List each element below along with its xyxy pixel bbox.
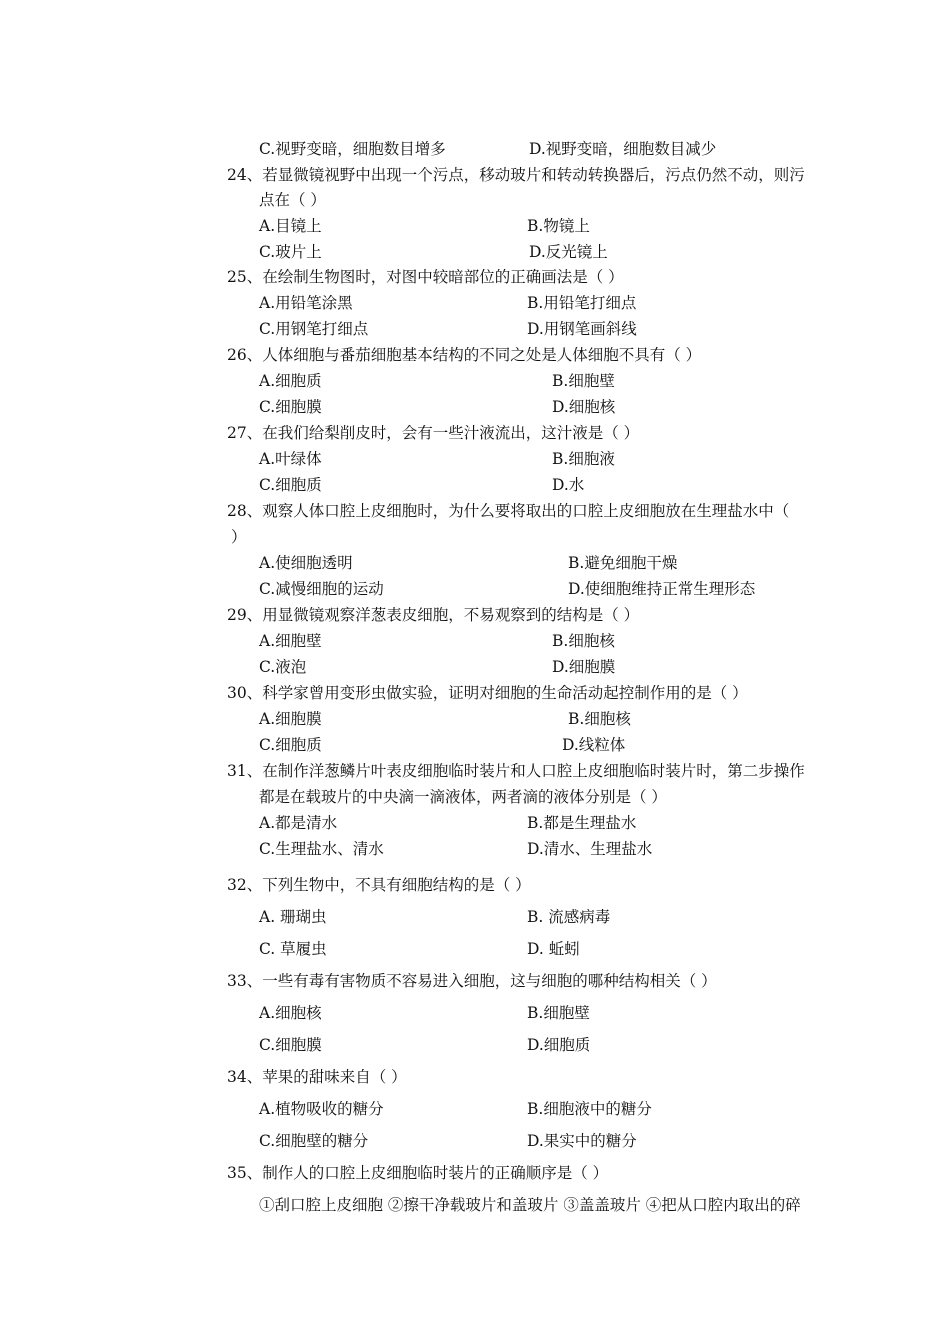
q30-option-a: A.细胞膜	[259, 710, 322, 728]
q24-option-b: B.物镜上	[527, 217, 590, 235]
q31-option-b: B.都是生理盐水	[527, 814, 637, 832]
q28-option-d: D.使细胞维持正常生理形态	[568, 580, 756, 598]
q31-option-a: A.都是清水	[259, 814, 338, 832]
q31-option-c: C.生理盐水、清水	[259, 840, 384, 858]
q32-option-d: D. 蚯蚓	[527, 940, 580, 958]
q32-stem: 32、下列生物中，不具有细胞结构的是（ ）	[227, 876, 531, 894]
q34-stem: 34、苹果的甜味来自（ ）	[227, 1068, 407, 1086]
q32-option-a: A. 珊瑚虫	[259, 908, 327, 926]
q35-steps: ①刮口腔上皮细胞 ②擦干净载玻片和盖玻片 ③盖盖玻片 ④把从口腔内取出的碎	[259, 1196, 801, 1214]
q29-option-b: B.细胞核	[552, 632, 615, 650]
q31-option-d: D.清水、生理盐水	[527, 840, 653, 858]
q26-option-d: D.细胞核	[552, 398, 616, 416]
q26-option-b: B.细胞壁	[552, 372, 615, 390]
q25-option-c: C.用钢笔打细点	[259, 320, 369, 338]
q25-option-a: A.用铅笔涂黑	[259, 294, 353, 312]
q33-option-d: D.细胞质	[527, 1036, 591, 1054]
q26-option-a: A.细胞质	[259, 372, 322, 390]
q24-stem-cont: 点在（ ）	[259, 191, 326, 209]
q28-stem: 28、观察人体口腔上皮细胞时，为什么要将取出的口腔上皮细胞放在生理盐水中（	[227, 502, 790, 520]
q25-option-b: B.用铅笔打细点	[527, 294, 637, 312]
q33-option-a: A.细胞核	[259, 1004, 322, 1022]
q33-option-c: C.细胞膜	[259, 1036, 322, 1054]
q31-stem: 31、在制作洋葱鳞片叶表皮细胞临时装片和人口腔上皮细胞临时装片时，第二步操作	[227, 762, 805, 780]
q27-option-c: C.细胞质	[259, 476, 322, 494]
q30-option-d: D.线粒体	[562, 736, 626, 754]
q24-option-d: D.反光镜上	[529, 243, 608, 261]
q24-option-c: C.玻片上	[259, 243, 322, 261]
q27-option-a: A.叶绿体	[259, 450, 322, 468]
q34-option-a: A.植物吸收的糖分	[259, 1100, 384, 1118]
q27-option-d: D.水	[552, 476, 585, 494]
q27-stem: 27、在我们给梨削皮时，会有一些汁液流出，这汁液是（ ）	[227, 424, 640, 442]
q28-stem-cont: ）	[231, 528, 247, 546]
q35-stem: 35、制作人的口腔上皮细胞临时装片的正确顺序是（ ）	[227, 1164, 609, 1182]
q29-stem: 29、用显微镜观察洋葱表皮细胞，不易观察到的结构是（ ）	[227, 606, 640, 624]
q26-option-c: C.细胞膜	[259, 398, 322, 416]
q28-option-a: A.使细胞透明	[259, 554, 353, 572]
q33-stem: 33、一些有毒有害物质不容易进入细胞，这与细胞的哪种结构相关（ ）	[227, 972, 717, 990]
q25-stem: 25、在绘制生物图时，对图中较暗部位的正确画法是（ ）	[227, 268, 624, 286]
q32-option-b: B. 流感病毒	[527, 908, 611, 926]
q31-stem-cont: 都是在载玻片的中央滴一滴液体，两者滴的液体分别是（ ）	[259, 788, 667, 806]
q28-option-c: C.减慢细胞的运动	[259, 580, 384, 598]
q29-option-c: C.液泡	[259, 658, 307, 676]
q34-option-c: C.细胞壁的糖分	[259, 1132, 369, 1150]
q24-option-a: A.目镜上	[259, 217, 322, 235]
q30-stem: 30、科学家曾用变形虫做实验，证明对细胞的生命活动起控制作用的是（ ）	[227, 684, 748, 702]
q26-stem: 26、人体细胞与番茄细胞基本结构的不同之处是人体细胞不具有（ ）	[227, 346, 702, 364]
q27-option-b: B.细胞液	[552, 450, 615, 468]
q30-option-b: B.细胞核	[568, 710, 631, 728]
q29-option-d: D.细胞膜	[552, 658, 616, 676]
q34-option-d: D.果实中的糖分	[527, 1132, 637, 1150]
q23-option-d: D.视野变暗，细胞数目减少	[529, 140, 717, 158]
q24-stem: 24、若显微镜视野中出现一个污点，移动玻片和转动转换器后，污点仍然不动，则污	[227, 166, 805, 184]
q33-option-b: B.细胞壁	[527, 1004, 590, 1022]
q25-option-d: D.用钢笔画斜线	[527, 320, 637, 338]
q30-option-c: C.细胞质	[259, 736, 322, 754]
q28-option-b: B.避免细胞干燥	[568, 554, 678, 572]
q34-option-b: B.细胞液中的糖分	[527, 1100, 652, 1118]
q23-option-c: C.视野变暗，细胞数目增多	[259, 140, 446, 158]
q32-option-c: C. 草履虫	[259, 940, 327, 958]
q29-option-a: A.细胞壁	[259, 632, 322, 650]
